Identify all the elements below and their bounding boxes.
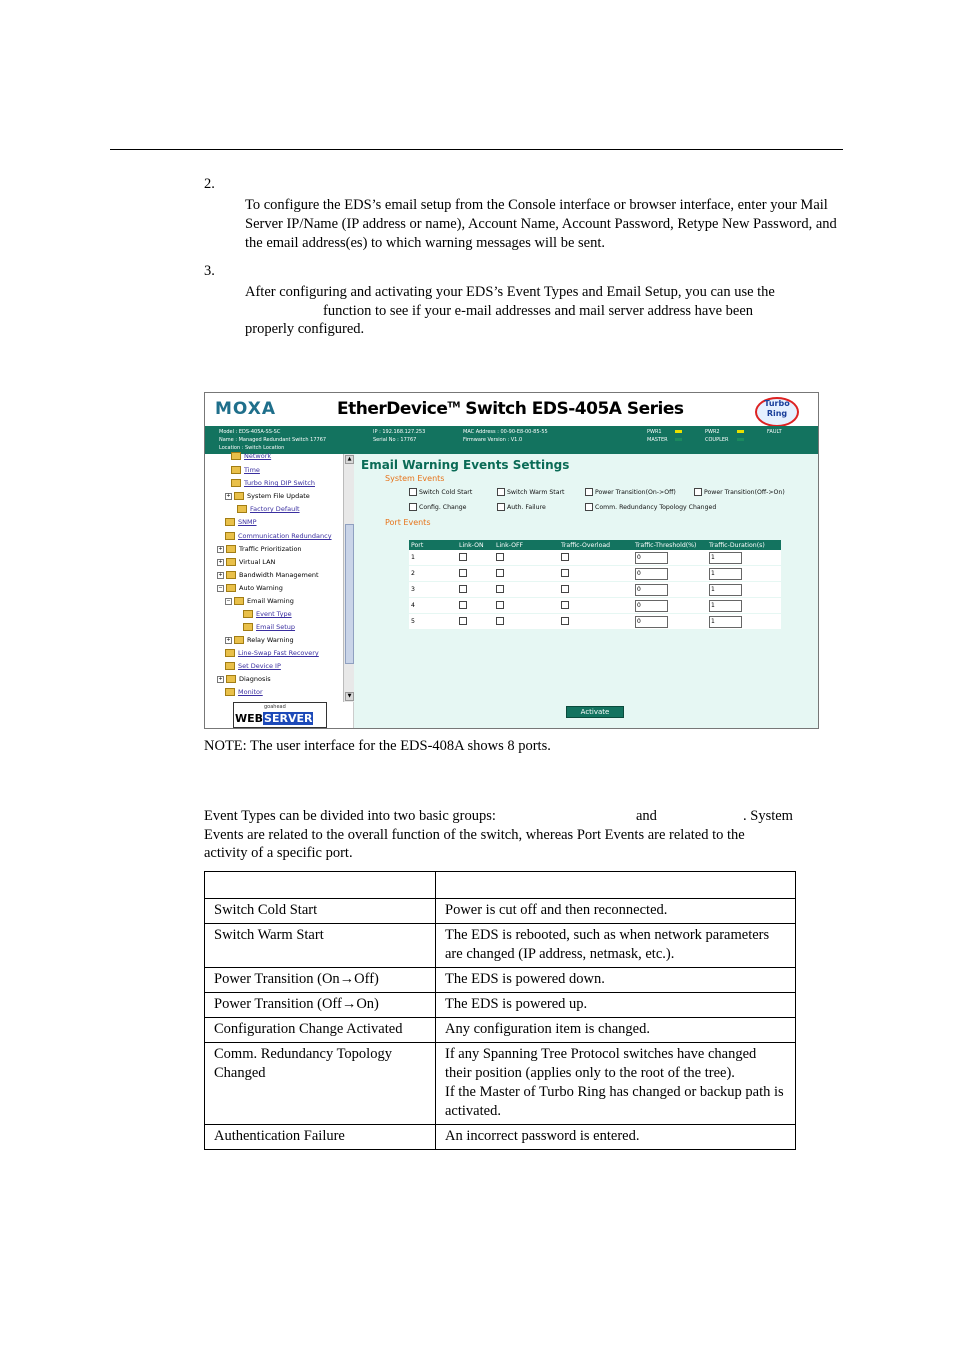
intro-line-2: Events are related to the overall function of the switch, whereas Port Events are related to the — [204, 827, 745, 843]
table-row — [205, 1043, 796, 1125]
tree-item[interactable] — [225, 597, 294, 605]
tree-label: Diagnosis — [239, 675, 271, 683]
port-row — [409, 614, 781, 630]
desc-cell: Any configuration item is changed. — [436, 1018, 796, 1043]
info-pwr1: PWR1 — [647, 429, 662, 435]
tree-item[interactable] — [217, 558, 275, 566]
device-info-bar — [205, 426, 818, 454]
checkbox-power-off-on[interactable] — [694, 488, 785, 496]
traffic-overload-checkbox[interactable] — [561, 601, 569, 609]
folder-icon — [226, 545, 236, 553]
master-led — [675, 438, 682, 441]
link-off-checkbox[interactable] — [496, 601, 504, 609]
tree-label: Auto Warning — [239, 584, 283, 592]
tree-label: Monitor — [238, 688, 263, 696]
link-off-cell — [494, 550, 559, 566]
header-cell-event — [205, 872, 436, 899]
port-row — [409, 598, 781, 614]
info-mac: MAC Address : 00-90-E8-00-85-55 — [463, 429, 548, 435]
col-port: Port — [409, 540, 457, 550]
folder-icon — [225, 532, 235, 540]
tree-item[interactable] — [231, 479, 315, 487]
folder-icon — [243, 610, 253, 618]
system-events-label: System Events — [385, 474, 445, 483]
intro-line-1-and: and — [636, 808, 657, 824]
event-cell: Comm. Redundancy Topology Changed — [205, 1043, 436, 1125]
note-text: NOTE: The user interface for the EDS-408A shows 8 ports. — [204, 738, 551, 754]
tree-item[interactable] — [231, 466, 260, 474]
header-rule — [110, 149, 843, 150]
expand-icon: + — [218, 675, 223, 682]
duration-cell — [707, 614, 781, 630]
tree-label: SNMP — [238, 518, 257, 526]
info-location: Location : Switch Location — [219, 445, 285, 451]
product-title — [337, 399, 683, 419]
table-row — [205, 1125, 796, 1150]
checkbox-label: Comm. Redundancy Topology Changed — [595, 503, 717, 511]
traffic-overload-cell — [559, 566, 633, 582]
web-ui-screenshot — [204, 392, 819, 729]
folder-icon — [226, 558, 236, 566]
checkbox-switch-warm-start[interactable] — [497, 488, 564, 496]
tree-item[interactable] — [225, 662, 281, 670]
duration-cell — [707, 582, 781, 598]
expand-icon: + — [218, 558, 223, 565]
threshold-input[interactable]: 0 — [635, 568, 668, 580]
expand-icon: + — [218, 571, 223, 578]
header-cell-warning — [436, 872, 796, 899]
link-off-cell — [494, 598, 559, 614]
checkbox-label: Switch Warm Start — [507, 488, 565, 496]
event-cell: Power Transition (On→Off) — [205, 968, 436, 993]
desc-cell: An incorrect password is entered. — [436, 1125, 796, 1150]
intro-line-3: activity of a specific port. — [204, 845, 353, 861]
port-events-label: Port Events — [385, 518, 431, 527]
duration-input[interactable]: 1 — [709, 584, 742, 596]
moxa-logo: MOXA — [215, 399, 277, 419]
threshold-cell — [633, 614, 707, 630]
table-header-row — [205, 872, 796, 899]
tree-label: Time — [244, 466, 260, 474]
tree-item[interactable] — [225, 649, 319, 657]
scroll-thumb[interactable] — [345, 524, 354, 664]
traffic-overload-checkbox[interactable] — [561, 569, 569, 577]
folder-icon — [243, 623, 253, 631]
checkbox[interactable] — [409, 488, 417, 496]
checkbox-auth-failure[interactable] — [497, 503, 546, 511]
traffic-overload-cell — [559, 582, 633, 598]
checkbox-power-on-off[interactable] — [585, 488, 676, 496]
tree-item[interactable] — [225, 636, 294, 644]
tree-item[interactable] — [217, 584, 283, 592]
tree-item[interactable] — [243, 623, 295, 631]
collapse-icon: − — [226, 597, 231, 604]
link-off-checkbox[interactable] — [496, 585, 504, 593]
tree-item[interactable] — [231, 452, 271, 460]
tree-label: Line-Swap Fast Recovery — [238, 649, 319, 657]
traffic-overload-cell — [559, 550, 633, 566]
table-row — [205, 924, 796, 968]
checkbox-label: Switch Cold Start — [419, 488, 473, 496]
tree-label: System File Update — [247, 492, 310, 500]
intro-line-1b: . System — [743, 808, 793, 824]
folder-icon — [225, 662, 235, 670]
checkbox[interactable] — [694, 488, 702, 496]
threshold-input[interactable]: 0 — [635, 600, 668, 612]
threshold-cell — [633, 550, 707, 566]
checkbox[interactable] — [585, 503, 593, 511]
port-row — [409, 550, 781, 566]
tree-item[interactable] — [225, 688, 263, 696]
activate-button[interactable]: Activate — [566, 706, 624, 718]
tree-label: Factory Default — [250, 505, 300, 513]
checkbox[interactable] — [497, 503, 505, 511]
event-cell: Authentication Failure — [205, 1125, 436, 1150]
tree-item[interactable] — [217, 545, 302, 553]
port-number: 4 — [409, 598, 457, 614]
table-row — [205, 899, 796, 924]
link-on-cell — [457, 550, 494, 566]
product-title-b: Switch EDS-405A Series — [459, 399, 684, 419]
step-2-number: 2. — [204, 176, 215, 192]
link-on-checkbox[interactable] — [459, 569, 467, 577]
tree-label: Turbo Ring DIP Switch — [244, 479, 315, 487]
product-title-a: EtherDevice — [337, 399, 448, 419]
link-off-cell — [494, 614, 559, 630]
info-master: MASTER — [647, 437, 668, 443]
port-number: 2 — [409, 566, 457, 582]
expand-icon: + — [226, 636, 231, 643]
tree-item[interactable] — [237, 505, 300, 513]
tree-item[interactable] — [225, 492, 310, 500]
checkbox-comm-redundancy[interactable] — [585, 503, 716, 511]
checkbox[interactable] — [497, 488, 505, 496]
tree-item[interactable] — [225, 518, 257, 526]
intro-line-1a: Event Types can be divided into two basic groups: — [204, 808, 496, 824]
tree-scrollbar[interactable] — [343, 454, 354, 702]
link-on-checkbox[interactable] — [459, 553, 467, 561]
tree-label: Relay Warning — [247, 636, 294, 644]
traffic-overload-checkbox[interactable] — [561, 585, 569, 593]
duration-input[interactable]: 1 — [709, 600, 742, 612]
checkbox-config-change[interactable] — [409, 503, 466, 511]
tree-label: Event Type — [256, 610, 292, 618]
col-link-on: Link-ON — [457, 540, 494, 550]
coupler-led — [737, 438, 744, 441]
link-off-checkbox[interactable] — [496, 617, 504, 625]
duration-input[interactable]: 1 — [709, 568, 742, 580]
tree-label: Email Warning — [247, 597, 294, 605]
checkbox[interactable] — [409, 503, 417, 511]
col-traffic-overload: Traffic-Overload — [559, 540, 633, 550]
link-on-checkbox[interactable] — [459, 601, 467, 609]
expand-icon: + — [226, 492, 231, 499]
expand-icon: + — [218, 545, 223, 552]
traffic-overload-cell — [559, 614, 633, 630]
page-title: Email Warning Events Settings — [361, 458, 570, 472]
tree-label: Virtual LAN — [239, 558, 276, 566]
webserver-text — [235, 712, 313, 725]
link-off-cell — [494, 582, 559, 598]
event-cell: Power Transition (Off→On) — [205, 993, 436, 1018]
port-row — [409, 582, 781, 598]
scroll-up-icon[interactable]: ▲ — [345, 455, 354, 464]
info-ip: IP : 192.168.127.253 — [373, 429, 426, 435]
folder-icon — [225, 518, 235, 526]
checkbox-label: Auth. Failure — [507, 503, 546, 511]
desc-cell: The EDS is rebooted, such as when network parameters are changed (IP address, netmask, etc.). — [436, 924, 796, 968]
port-row — [409, 566, 781, 582]
port-table-header — [409, 540, 781, 550]
event-cell: Switch Cold Start — [205, 899, 436, 924]
step-3-line-3: properly configured. — [245, 321, 365, 337]
folder-icon — [225, 688, 235, 696]
pwr2-led — [737, 430, 744, 433]
step-3-line-1: After configuring and activating your EDS’s Event Types and Email Setup, you can use the — [245, 284, 775, 300]
desc-cell — [436, 1043, 796, 1125]
info-serial: Serial No : 17767 — [373, 437, 417, 443]
folder-icon — [234, 636, 244, 644]
col-traffic-duration: Traffic-Duration(s) — [707, 540, 781, 550]
tree-item[interactable] — [217, 675, 271, 683]
desc-cell: Power is cut off and then reconnected. — [436, 899, 796, 924]
tree-label: Network — [244, 452, 272, 460]
duration-cell — [707, 550, 781, 566]
settings-panel — [354, 454, 818, 728]
threshold-cell — [633, 598, 707, 614]
link-off-checkbox[interactable] — [496, 553, 504, 561]
threshold-input[interactable]: 0 — [635, 584, 668, 596]
system-events-table — [204, 871, 796, 1150]
checkbox-label: Power Transition(On->Off) — [595, 488, 676, 496]
info-coupler: COUPLER — [705, 437, 729, 443]
tree-label: Traffic Prioritization — [239, 545, 302, 553]
info-name: Name : Managed Redundant Switch 17767 — [219, 437, 327, 443]
folder-icon — [231, 466, 241, 474]
link-on-cell — [457, 582, 494, 598]
tree-item[interactable] — [217, 571, 319, 579]
desc-part-1: If any Spanning Tree Protocol switches have changed their position (applies only to the root of the tree). — [445, 1046, 757, 1081]
step-2-paragraph: To configure the EDS’s email setup from the Console interface or browser interface, enter your Mail Server IP/Name (IP address or name), Account Name, Account Password, Retype New Password, and the email address(es) to which warning messages will be sent. — [245, 197, 837, 251]
duration-input[interactable]: 1 — [709, 616, 742, 628]
turbo-ring-badge: Turbo Ring — [755, 397, 799, 427]
port-number: 3 — [409, 582, 457, 598]
folder-icon — [231, 479, 241, 487]
duration-cell — [707, 566, 781, 582]
link-on-cell — [457, 614, 494, 630]
link-on-checkbox[interactable] — [459, 585, 467, 593]
tree-label: Communication Redundancy — [238, 532, 332, 540]
link-on-cell — [457, 566, 494, 582]
info-model: Model : EDS-405A-SS-SC — [219, 429, 281, 435]
col-link-off: Link-OFF — [494, 540, 559, 550]
threshold-cell — [633, 566, 707, 582]
scroll-down-icon[interactable]: ▼ — [345, 692, 354, 701]
port-number: 5 — [409, 614, 457, 630]
event-cell: Switch Warm Start — [205, 924, 436, 968]
port-number: 1 — [409, 550, 457, 566]
desc-cell: The EDS is powered up. — [436, 993, 796, 1018]
folder-icon — [231, 452, 241, 460]
tree-item[interactable] — [225, 532, 332, 540]
web-text: WEB — [235, 712, 264, 725]
step-3-number: 3. — [204, 263, 215, 279]
tree-label: Set Device IP — [238, 662, 281, 670]
info-pwr2: PWR2 — [705, 429, 720, 435]
checkbox-switch-cold-start[interactable] — [409, 488, 472, 496]
traffic-overload-checkbox[interactable] — [561, 553, 569, 561]
tree-label: Email Setup — [256, 623, 296, 631]
folder-icon — [234, 492, 244, 500]
link-on-cell — [457, 598, 494, 614]
collapse-icon: − — [218, 584, 223, 591]
goahead-webserver-logo — [233, 702, 327, 728]
folder-icon — [225, 649, 235, 657]
goahead-text: goahead — [264, 704, 286, 710]
folder-icon — [226, 571, 236, 579]
traffic-overload-checkbox[interactable] — [561, 617, 569, 625]
link-off-checkbox[interactable] — [496, 569, 504, 577]
trademark: TM — [447, 400, 460, 410]
folder-icon — [226, 675, 236, 683]
event-cell: Configuration Change Activated — [205, 1018, 436, 1043]
ui-header — [205, 393, 818, 426]
folder-icon — [226, 584, 236, 592]
navigation-tree — [205, 454, 354, 728]
table-row — [205, 993, 796, 1018]
port-events-table — [409, 540, 781, 630]
info-fault: FAULT — [767, 429, 782, 435]
folder-icon — [237, 505, 247, 513]
threshold-input[interactable]: 0 — [635, 552, 668, 564]
tree-label: Bandwidth Management — [239, 571, 319, 579]
traffic-overload-cell — [559, 598, 633, 614]
checkbox-label: Power Transition(Off->On) — [704, 488, 785, 496]
col-traffic-threshold: Traffic-Threshold(%) — [633, 540, 707, 550]
desc-part-2: If the Master of Turbo Ring has changed or backup path is activated. — [445, 1084, 784, 1119]
folder-icon — [234, 597, 244, 605]
table-row — [205, 1018, 796, 1043]
duration-input[interactable]: 1 — [709, 552, 742, 564]
link-off-cell — [494, 566, 559, 582]
checkbox[interactable] — [585, 488, 593, 496]
pwr1-led — [675, 430, 682, 433]
threshold-cell — [633, 582, 707, 598]
link-on-checkbox[interactable] — [459, 617, 467, 625]
checkbox-label: Config. Change — [419, 503, 467, 511]
tree-item[interactable] — [243, 610, 292, 618]
table-row — [205, 968, 796, 993]
desc-cell: The EDS is powered down. — [436, 968, 796, 993]
step-3-line-2: function to see if your e-mail addresses and mail server address have been — [323, 303, 754, 319]
info-firmware: Firmware Version : V1.0 — [463, 437, 523, 443]
server-text: SERVER — [264, 712, 313, 725]
duration-cell — [707, 598, 781, 614]
threshold-input[interactable]: 0 — [635, 616, 668, 628]
